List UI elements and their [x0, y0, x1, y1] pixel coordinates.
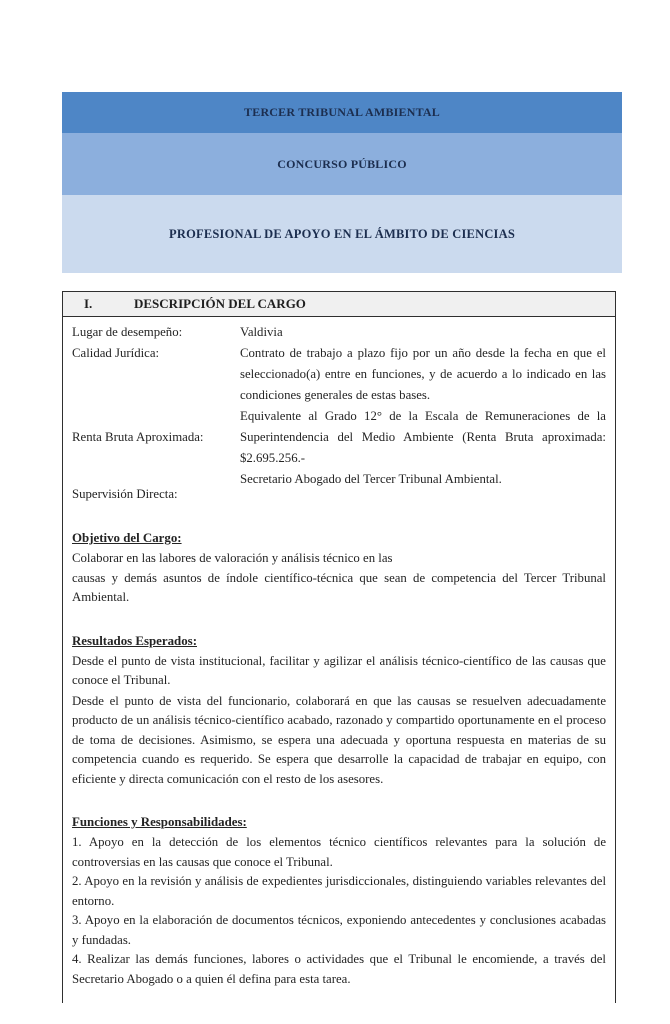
banner-subtitle-concurso: [62, 133, 622, 195]
objetivo-paragraph: [72, 549, 606, 608]
section-body: [63, 317, 615, 1003]
funciones-item-2: 2. Apoyo en la revisión y análisis de expedientes jurisdiccionales, distinguiendo variables relevantes del entorno.: [72, 874, 606, 908]
section-header: [63, 292, 615, 317]
funciones-item-1: 1. Apoyo en la detección de los elementos técnico científicos relevantes para la solución de controversias en las causas que conoce el Tribunal.: [72, 835, 606, 869]
section-number: I.: [84, 296, 93, 311]
resultados-paragraph-1: Desde el punto de vista institucional, facilitar y agilizar el análisis técnico-científico de las causas que conoce el Tribunal.: [72, 653, 606, 687]
field-label: Lugar de desempeño:: [72, 325, 183, 339]
field-row-renta: [72, 406, 606, 469]
field-row-calidad: [72, 343, 606, 406]
field-value: Valdivia: [240, 325, 283, 339]
field-row-supervision: [72, 469, 606, 505]
field-row-lugar: [72, 322, 606, 343]
banner-title-tribunal: [62, 92, 622, 133]
field-value: Secretario Abogado del Tercer Tribunal Ambiental.: [240, 472, 502, 486]
field-value: Contrato de trabajo a plazo fijo por un año desde la fecha en que el seleccionado(a) entre en funciones, y de acuerdo a lo indicado en las condiciones generales de estas bases.: [240, 346, 606, 402]
banner-position-text: PROFESIONAL DE APOYO EN EL ÁMBITO DE CIENCIAS: [169, 226, 515, 241]
field-label: Calidad Jurídica:: [72, 346, 160, 360]
objetivo-line1: Colaborar en las labores de valoración y análisis técnico en las: [72, 551, 393, 565]
banner-position-title: [62, 195, 622, 273]
section-box: [62, 291, 616, 1003]
section-title: DESCRIPCIÓN DEL CARGO: [134, 296, 306, 311]
field-value: Equivalente al Grado 12° de la Escala de Remuneraciones de la Superintendencia del Medio Ambiente (Renta Bruta aproximada: $2.695.256.-: [240, 409, 606, 465]
funciones-heading: Funciones y Responsabilidades:: [72, 815, 247, 829]
document-header-banner: [62, 92, 622, 273]
funciones-item-3: 3. Apoyo en la elaboración de documentos técnicos, exponiendo antecedentes y conclusiones acabadas y fundadas.: [72, 913, 606, 947]
resultados-heading: Resultados Esperados:: [72, 633, 197, 648]
objetivo-heading: Objetivo del Cargo:: [72, 531, 182, 545]
funciones-item-4: 4. Realizar las demás funciones, labores o actividades que el Tribunal le encomiende, a través del Secretario Abogado o a quien él defina para esta tarea.: [72, 952, 606, 986]
banner-title-text: TERCER TRIBUNAL AMBIENTAL: [244, 105, 440, 119]
banner-subtitle-text: CONCURSO PÚBLICO: [277, 156, 407, 171]
objetivo-line2: causas y demás asuntos de índole científico-técnica que sean de competencia del Tercer Tribunal Ambiental.: [72, 570, 606, 604]
field-label: Renta Bruta Aproximada:: [72, 430, 204, 444]
resultados-paragraph-2: Desde el punto de vista del funcionario, colaborará en que las causas se resuelven adecuadamente producto de un análisis técnico-científico acabado, razonado y compartido oportunamente en el proceso de toma de decisiones. Asimismo, se espera una adecuada y oportuna respuesta en materias de su competencia cuando es requerido. Se espera que desarrolle la capacidad de trabajar en equipo, con eficiente y directa comunicación con el resto de los asesores.: [72, 693, 606, 786]
field-label: Supervisión Directa:: [72, 487, 178, 501]
